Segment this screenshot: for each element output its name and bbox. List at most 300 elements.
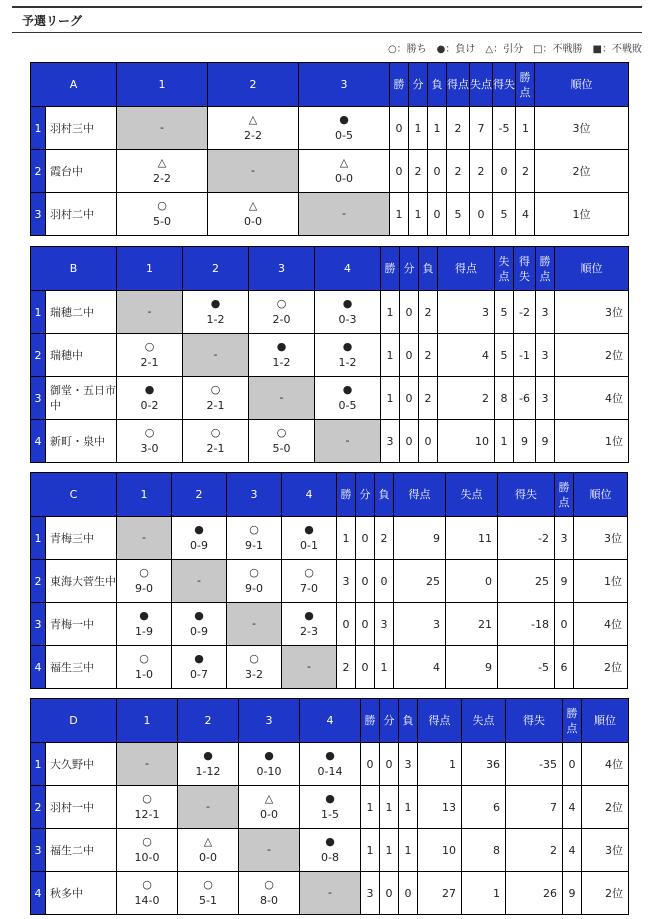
- match-result-cell: [239, 786, 300, 829]
- result-symbol: ●: [194, 609, 204, 622]
- match-result-cell: [183, 377, 249, 420]
- stat-rank: 2位: [574, 646, 628, 689]
- stat-rank: 3位: [555, 291, 629, 334]
- match-score: 5-0: [153, 215, 171, 228]
- match-result-cell: [208, 107, 299, 150]
- match-score: 0-8: [321, 851, 339, 864]
- col-header: 4: [300, 699, 361, 743]
- stat-gd: 25: [498, 560, 555, 603]
- table-row: [31, 603, 628, 646]
- team-name: 東海大菅生中: [46, 560, 117, 603]
- col-header: 分: [356, 473, 375, 517]
- result-symbol: -: [345, 434, 350, 447]
- stat-gf: 4: [394, 646, 446, 689]
- match-result-cell: [249, 420, 315, 463]
- stat-d: 0: [380, 872, 399, 915]
- match-result-cell: [227, 517, 282, 560]
- result-symbol: -: [213, 348, 218, 361]
- stat-w: 3: [361, 872, 380, 915]
- col-header: 2: [208, 63, 299, 107]
- stat-gf: 25: [394, 560, 446, 603]
- team-number: 4: [31, 420, 46, 463]
- col-header: 2: [183, 247, 249, 291]
- match-result-cell: [117, 743, 178, 786]
- stat-gf: 10: [418, 829, 462, 872]
- match-score: 7-0: [300, 582, 318, 595]
- match-result-cell: [117, 107, 208, 150]
- stat-pts: 9: [563, 872, 582, 915]
- match-result-cell: [117, 377, 183, 420]
- stat-gf: 3: [394, 603, 446, 646]
- team-name: 羽村三中: [46, 107, 117, 150]
- col-header: 1: [117, 473, 172, 517]
- stat-gf: 9: [394, 517, 446, 560]
- match-score: 2-1: [206, 399, 225, 412]
- stat-gf: 2: [447, 150, 470, 193]
- result-symbol: -: [251, 164, 255, 177]
- match-result-cell: [282, 560, 337, 603]
- result-symbol: -: [328, 886, 332, 899]
- stat-ga: 0: [446, 560, 498, 603]
- stat-gf: 27: [418, 872, 462, 915]
- match-result-cell: [299, 193, 390, 236]
- match-score: 14-0: [134, 894, 160, 907]
- stat-l: 2: [419, 334, 438, 377]
- stat-w: 1: [361, 829, 380, 872]
- result-symbol: -: [267, 843, 271, 856]
- match-score: 9-0: [135, 582, 153, 595]
- match-score: 12-1: [134, 808, 160, 821]
- col-header: 3: [299, 63, 390, 107]
- team-name: 青梅三中: [46, 517, 117, 560]
- col-header: 得失: [493, 63, 516, 107]
- stat-gf: 1: [418, 743, 462, 786]
- table-row: [31, 646, 628, 689]
- col-header: 順位: [535, 63, 629, 107]
- table-row: [31, 291, 629, 334]
- stat-gd: -1: [514, 334, 536, 377]
- match-score: 0-14: [317, 765, 343, 778]
- table-row: [31, 193, 629, 236]
- team-name: 御堂・五日市中: [46, 377, 117, 420]
- stat-w: 0: [390, 150, 409, 193]
- match-score: 10-0: [134, 851, 160, 864]
- result-symbol: ●: [342, 340, 353, 353]
- stat-l: 0: [428, 150, 447, 193]
- col-header: 勝点: [555, 473, 574, 517]
- stat-w: 0: [337, 603, 356, 646]
- result-symbol: ●: [210, 297, 221, 310]
- col-header: 勝点: [536, 247, 555, 291]
- stat-l: 0: [419, 420, 438, 463]
- col-header: 順位: [582, 699, 629, 743]
- stat-pts: 3: [536, 377, 555, 420]
- match-score: 0-0: [244, 215, 262, 228]
- stat-w: 0: [361, 743, 380, 786]
- col-header: 得失: [514, 247, 536, 291]
- match-result-cell: [117, 603, 172, 646]
- stat-ga: 6: [462, 786, 506, 829]
- stat-pts: 9: [536, 420, 555, 463]
- result-symbol: -: [206, 800, 210, 813]
- team-number: 3: [31, 193, 46, 236]
- col-header: 勝点: [516, 63, 535, 107]
- stat-d: 0: [400, 420, 419, 463]
- result-symbol: ●: [144, 383, 155, 396]
- stat-rank: 3位: [535, 107, 629, 150]
- col-header: 失点: [470, 63, 493, 107]
- col-header: 負: [375, 473, 394, 517]
- match-score: 5-1: [199, 894, 217, 907]
- match-score: 1-5: [321, 808, 339, 821]
- stat-pts: 4: [516, 193, 535, 236]
- stat-d: 0: [400, 291, 419, 334]
- stat-rank: 3位: [574, 517, 628, 560]
- match-score: 0-9: [190, 625, 208, 638]
- table-row: [31, 743, 629, 786]
- stat-gd: -2: [498, 517, 555, 560]
- match-result-cell: [117, 193, 208, 236]
- team-name: 秋多中: [46, 872, 117, 915]
- match-score: 2-2: [153, 172, 171, 185]
- match-result-cell: [315, 420, 381, 463]
- stat-d: 0: [356, 517, 375, 560]
- match-result-cell: [282, 646, 337, 689]
- stat-gf: 4: [438, 334, 495, 377]
- col-header: 2: [178, 699, 239, 743]
- col-header: 2: [172, 473, 227, 517]
- stat-rank: 2位: [535, 150, 629, 193]
- match-score: 0-1: [300, 539, 318, 552]
- team-name: 福生三中: [46, 646, 117, 689]
- team-number: 3: [31, 829, 46, 872]
- table-row: [31, 107, 629, 150]
- stat-d: 1: [380, 786, 399, 829]
- stat-pts: 3: [536, 291, 555, 334]
- stat-gd: 26: [506, 872, 563, 915]
- result-legend: ○：勝ち ●：負け △：引分 □：不戦勝 ■：不戦敗: [387, 44, 642, 55]
- stat-ga: 1: [495, 420, 514, 463]
- stat-ga: 11: [446, 517, 498, 560]
- result-symbol: △: [157, 156, 167, 169]
- stat-gd: 7: [506, 786, 563, 829]
- match-score: 9-1: [245, 539, 263, 552]
- match-result-cell: [239, 829, 300, 872]
- match-score: 2-2: [244, 129, 262, 142]
- match-result-cell: [183, 334, 249, 377]
- team-number: 1: [31, 107, 46, 150]
- table-row: [31, 420, 629, 463]
- result-symbol: ●: [194, 652, 204, 665]
- group-name: D: [31, 699, 117, 743]
- stat-d: 0: [400, 334, 419, 377]
- match-result-cell: [117, 334, 183, 377]
- stat-rank: 1位: [535, 193, 629, 236]
- page-title-bar: [12, 6, 642, 33]
- col-header: 分: [400, 247, 419, 291]
- match-result-cell: [117, 646, 172, 689]
- stat-rank: 4位: [582, 743, 629, 786]
- stat-pts: 0: [563, 743, 582, 786]
- col-header: 負: [399, 699, 418, 743]
- result-symbol: ○: [249, 652, 259, 665]
- match-score: 0-0: [199, 851, 217, 864]
- match-result-cell: [315, 291, 381, 334]
- match-result-cell: [227, 603, 282, 646]
- result-symbol: ●: [325, 792, 335, 805]
- table-row: [31, 872, 629, 915]
- col-header: 1: [117, 247, 183, 291]
- result-symbol: ○: [144, 426, 155, 439]
- match-score: 2-1: [140, 356, 159, 369]
- stat-d: 0: [356, 560, 375, 603]
- stat-l: 2: [375, 517, 394, 560]
- team-number: 4: [31, 646, 46, 689]
- match-score: 0-0: [335, 172, 353, 185]
- team-name: 福生二中: [46, 829, 117, 872]
- match-result-cell: [172, 603, 227, 646]
- col-header: 失点: [462, 699, 506, 743]
- result-symbol: -: [252, 617, 256, 630]
- stat-gd: -5: [498, 646, 555, 689]
- result-symbol: ●: [304, 609, 314, 622]
- col-header: 1: [117, 63, 208, 107]
- result-symbol: △: [203, 835, 213, 848]
- col-header: 順位: [574, 473, 628, 517]
- stat-w: 1: [381, 334, 400, 377]
- league-table-d: [30, 698, 629, 915]
- stat-ga: 2: [470, 150, 493, 193]
- stat-l: 3: [375, 603, 394, 646]
- group-name: A: [31, 63, 117, 107]
- col-header: 得点: [447, 63, 470, 107]
- result-symbol: ○: [210, 383, 221, 396]
- result-symbol: ●: [342, 383, 353, 396]
- match-result-cell: [183, 291, 249, 334]
- result-symbol: △: [339, 156, 349, 169]
- match-score: 0-10: [256, 765, 282, 778]
- match-score: 0-5: [335, 129, 353, 142]
- result-symbol: ○: [142, 792, 152, 805]
- match-result-cell: [117, 291, 183, 334]
- result-symbol: -: [279, 391, 284, 404]
- match-result-cell: [117, 150, 208, 193]
- col-header: 得点: [418, 699, 462, 743]
- match-result-cell: [227, 646, 282, 689]
- col-header: 負: [419, 247, 438, 291]
- result-symbol: ○: [142, 835, 152, 848]
- stat-rank: 4位: [574, 603, 628, 646]
- match-score: 1-12: [195, 765, 221, 778]
- match-result-cell: [227, 560, 282, 603]
- result-symbol: △: [248, 113, 258, 126]
- team-number: 1: [31, 517, 46, 560]
- team-name: 青梅一中: [46, 603, 117, 646]
- match-score: 0-9: [190, 539, 208, 552]
- stat-pts: 0: [555, 603, 574, 646]
- group-name: B: [31, 247, 117, 291]
- stat-gf: 3: [438, 291, 495, 334]
- result-symbol: ○: [210, 426, 221, 439]
- team-number: 2: [31, 334, 46, 377]
- result-symbol: -: [342, 207, 346, 220]
- col-header: 負: [428, 63, 447, 107]
- result-symbol: ○: [144, 340, 155, 353]
- match-result-cell: [172, 560, 227, 603]
- stat-l: 0: [375, 560, 394, 603]
- match-result-cell: [299, 107, 390, 150]
- team-name: 羽村二中: [46, 193, 117, 236]
- stat-d: 2: [409, 150, 428, 193]
- stat-d: 0: [356, 603, 375, 646]
- stat-rank: 3位: [582, 829, 629, 872]
- stat-ga: 0: [470, 193, 493, 236]
- stat-d: 1: [409, 107, 428, 150]
- col-header: 3: [227, 473, 282, 517]
- col-header: 4: [315, 247, 381, 291]
- team-number: 3: [31, 603, 46, 646]
- match-score: 0-5: [338, 399, 357, 412]
- result-symbol: △: [248, 199, 258, 212]
- table-row: [31, 829, 629, 872]
- result-symbol: △: [264, 792, 274, 805]
- league-table-a: [30, 62, 629, 236]
- result-symbol: ●: [342, 297, 353, 310]
- match-result-cell: [315, 377, 381, 420]
- result-symbol: -: [160, 121, 164, 134]
- col-header: 得失: [506, 699, 563, 743]
- result-symbol: -: [145, 757, 149, 770]
- stat-l: 0: [399, 872, 418, 915]
- stat-gf: 13: [418, 786, 462, 829]
- result-symbol: ●: [304, 523, 314, 536]
- match-result-cell: [282, 517, 337, 560]
- match-result-cell: [299, 150, 390, 193]
- result-symbol: ○: [142, 878, 152, 891]
- match-result-cell: [300, 786, 361, 829]
- match-score: 2-0: [272, 313, 291, 326]
- match-result-cell: [178, 872, 239, 915]
- result-symbol: ○: [276, 426, 287, 439]
- match-result-cell: [183, 420, 249, 463]
- stat-rank: 4位: [555, 377, 629, 420]
- match-result-cell: [208, 150, 299, 193]
- match-score: 9-0: [245, 582, 263, 595]
- team-number: 1: [31, 743, 46, 786]
- stat-l: 3: [399, 743, 418, 786]
- team-number: 1: [31, 291, 46, 334]
- stat-pts: 3: [555, 517, 574, 560]
- result-symbol: -: [197, 574, 201, 587]
- match-result-cell: [300, 829, 361, 872]
- team-name: 瑞穂中: [46, 334, 117, 377]
- stat-l: 2: [419, 377, 438, 420]
- match-result-cell: [282, 603, 337, 646]
- stat-rank: 1位: [555, 420, 629, 463]
- col-header: 順位: [555, 247, 629, 291]
- col-header: 勝点: [563, 699, 582, 743]
- stat-d: 0: [356, 646, 375, 689]
- stat-gd: 0: [493, 150, 516, 193]
- match-result-cell: [117, 872, 178, 915]
- stat-ga: 9: [446, 646, 498, 689]
- match-score: 3-0: [140, 442, 159, 455]
- match-result-cell: [249, 334, 315, 377]
- stat-d: 0: [380, 743, 399, 786]
- team-name: 羽村一中: [46, 786, 117, 829]
- match-result-cell: [117, 786, 178, 829]
- result-symbol: ●: [194, 523, 204, 536]
- stat-gd: -18: [498, 603, 555, 646]
- match-result-cell: [300, 872, 361, 915]
- col-header: 3: [249, 247, 315, 291]
- stat-l: 1: [399, 786, 418, 829]
- stat-gd: 2: [506, 829, 563, 872]
- result-symbol: ○: [276, 297, 287, 310]
- stat-gd: -2: [514, 291, 536, 334]
- result-symbol: ●: [264, 749, 274, 762]
- stat-d: 0: [400, 377, 419, 420]
- stat-l: 1: [399, 829, 418, 872]
- col-header: 得点: [438, 247, 495, 291]
- stat-d: 1: [380, 829, 399, 872]
- table-body: [31, 743, 629, 915]
- col-header: 分: [409, 63, 428, 107]
- stat-pts: 4: [563, 786, 582, 829]
- stat-ga: 7: [470, 107, 493, 150]
- result-symbol: -: [142, 531, 146, 544]
- match-score: 0-0: [260, 808, 278, 821]
- stat-l: 1: [428, 107, 447, 150]
- match-result-cell: [117, 420, 183, 463]
- stat-pts: 3: [536, 334, 555, 377]
- match-result-cell: [172, 517, 227, 560]
- match-result-cell: [208, 193, 299, 236]
- col-header: 失点: [446, 473, 498, 517]
- stat-gf: 2: [447, 107, 470, 150]
- table-row: [31, 334, 629, 377]
- match-score: 2-3: [300, 625, 318, 638]
- match-score: 0-2: [140, 399, 159, 412]
- match-result-cell: [249, 291, 315, 334]
- match-score: 2-1: [206, 442, 225, 455]
- league-table-b: [30, 246, 629, 463]
- table-body: [31, 517, 628, 689]
- result-symbol: ○: [249, 523, 259, 536]
- team-name: 新町・泉中: [46, 420, 117, 463]
- stat-ga: 8: [462, 829, 506, 872]
- stat-w: 1: [381, 291, 400, 334]
- stat-l: 1: [375, 646, 394, 689]
- col-header: 勝: [390, 63, 409, 107]
- team-name: 瑞穂二中: [46, 291, 117, 334]
- table-row: [31, 517, 628, 560]
- stat-pts: 1: [516, 107, 535, 150]
- match-score: 0-3: [338, 313, 357, 326]
- result-symbol: ○: [304, 566, 314, 579]
- match-score: 8-0: [260, 894, 278, 907]
- team-name: 大久野中: [46, 743, 117, 786]
- result-symbol: ○: [249, 566, 259, 579]
- stat-ga: 5: [495, 334, 514, 377]
- stat-w: 1: [390, 193, 409, 236]
- col-header: 分: [380, 699, 399, 743]
- stat-ga: 1: [462, 872, 506, 915]
- page-title: 予選リーグ: [22, 14, 83, 28]
- match-result-cell: [117, 560, 172, 603]
- result-symbol: ●: [203, 749, 213, 762]
- col-header: 得失: [498, 473, 555, 517]
